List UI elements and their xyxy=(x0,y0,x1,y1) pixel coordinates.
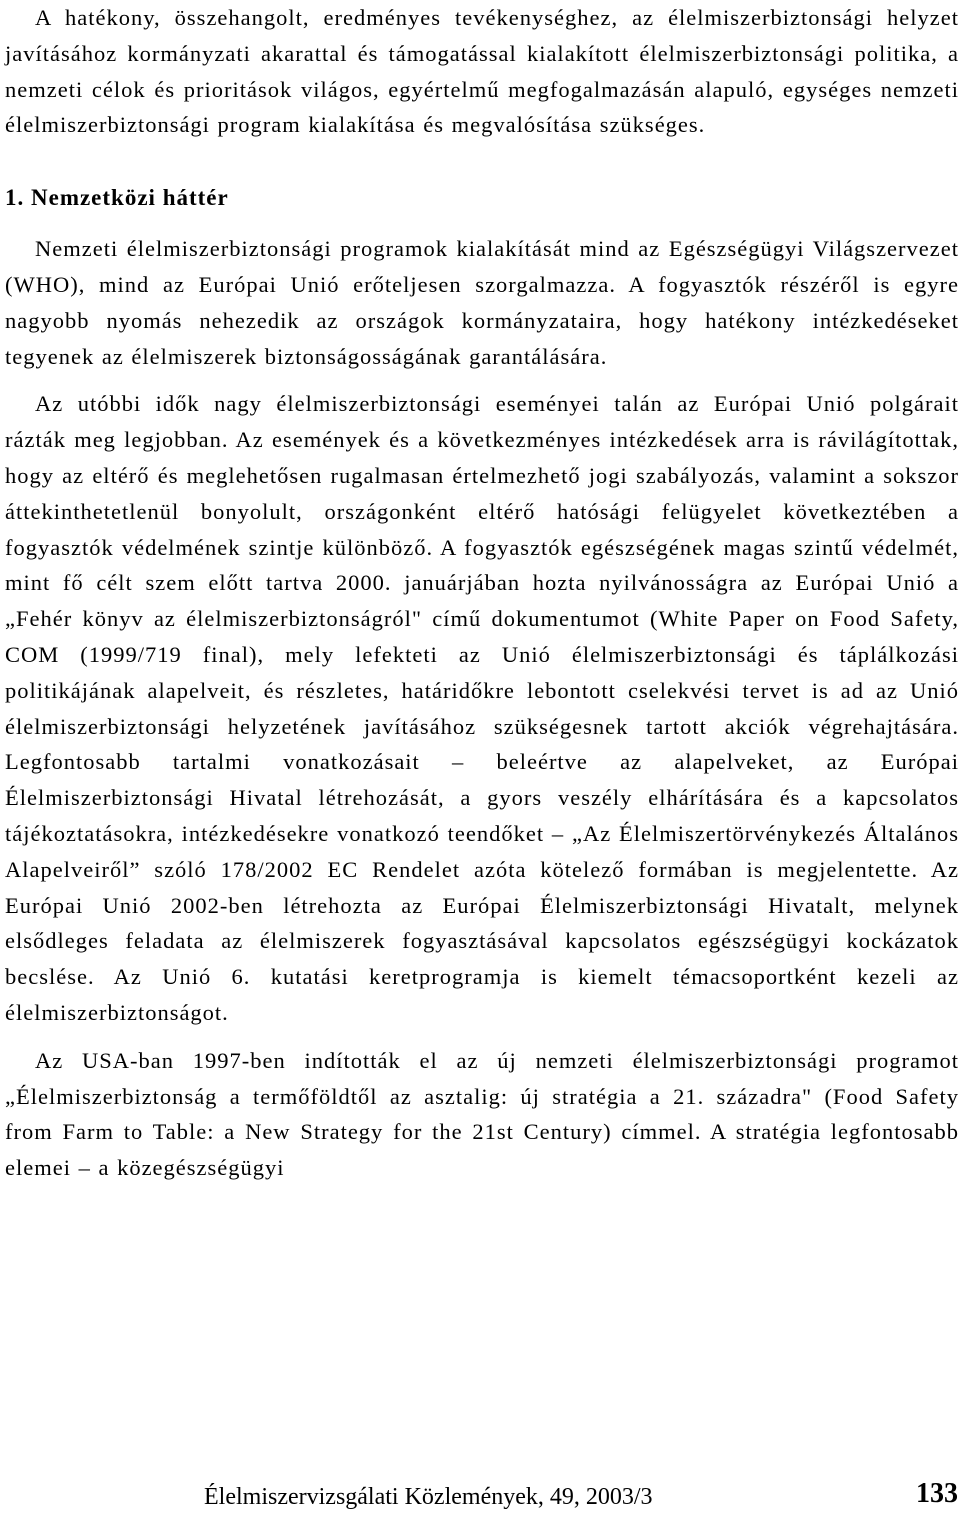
body-paragraph-1: Nemzeti élelmiszerbiztonsági programok kialakítását mind az Egészségügyi Világszervezet (WHO), mind az Európai Unió erőteljesen szorgalmazza. A fogyasztók részéről is egyre nagyobb nyomás nehezedik az országok kormányzataira, hogy hatékony intézkedéseket tegyenek az élelmiszerek biztonságosságának garantálására. xyxy=(5,236,959,369)
section-heading: 1. Nemzetközi háttér xyxy=(5,185,229,211)
page-number: 133 xyxy=(916,1478,958,1509)
intro-paragraph: A hatékony, összehangolt, eredményes tevékenységhez, az élelmiszerbiztonsági helyzet javításához kormányzati akarattal és támogatással kialakított élelmiszerbiztonsági politika, a nemzeti célok és prioritások világos, egyértelmű megfogalmazásán alapuló, egységes nemzeti élelmiszerbiztonsági program kialakítása és megvalósítása szükséges. xyxy=(5,5,959,138)
page-footer xyxy=(0,1476,960,1516)
journal-citation: Élelmiszervizsgálati Közlemények, 49, 2003/3 xyxy=(204,1484,653,1510)
body-paragraph-3: Az USA-ban 1997-ben indították el az új nemzeti élelmiszerbiztonsági programot „Élelmiszerbiztonság a termőföldtől az asztalig: új stratégia a 21. századra" (Food Safety from Farm to Table: a New Strategy for the 21st Century) címmel. A stratégia legfontosabb elemei – a közegészségügyi xyxy=(5,1047,959,1181)
document-page xyxy=(5,0,959,1186)
body-paragraph-2: Az utóbbi idők nagy élelmiszerbiztonsági eseményei talán az Európai Unió polgárait rázták meg legjobban. Az események és a következményes intézkedések arra is rávilágítottak, hogy az eltérő és meglehetősen rugalmasan értelmezhető jogi szabályozás, valamint a sokszor áttekinthetetlenül bonyolult, országonként eltérő hatósági felügyelet következtében a fogyasztók védelmének szintje különböző. A fogyasztók egészségének magas szintű védelmét, mint fő célt szem előtt tartva 2000. januárjában hozta nyilvánosságra az Európai Unió a „Fehér könyv az élelmiszerbiztonságról" című dokumentumot (White Paper on Food Safety, COM (1999/719 final), mely lefekteti az Unió élelmiszerbiztonsági és táplálkozási politikájának alapelveit, és részletes, határidőkre lebontott cselekvési tervet is ad az Unió élelmiszerbiztonsági helyzetének javításához szükségesnek tartott akciók végrehajtására. Legfontosabb tartalmi vonatkozásait – beleértve az alapelveket, az Európai Élelmiszerbiztonsági Hivatal létrehozását, a gyors veszély elhárítására és a kapcsolatos tájékoztatásokra, intézkedésekre vonatkozó teendőket – „Az Élelmiszertörvénykezés Általános Alapelveiről” szóló 178/2002 EC Rendelet azóta kötelező formában is megjelentette. Az Európai Unió 2002-ben létrehozta az Európai Élelmiszerbiztonsági Hivatalt, melynek elsődleges feladata az élelmiszerek fogyasztásával kapcsolatos egészségügyi kockázatok becslése. Az Unió 6. kutatási keretprogramja is kiemelt témacsoportként kezeli az élelmiszerbiztonságot. xyxy=(5,391,959,1025)
